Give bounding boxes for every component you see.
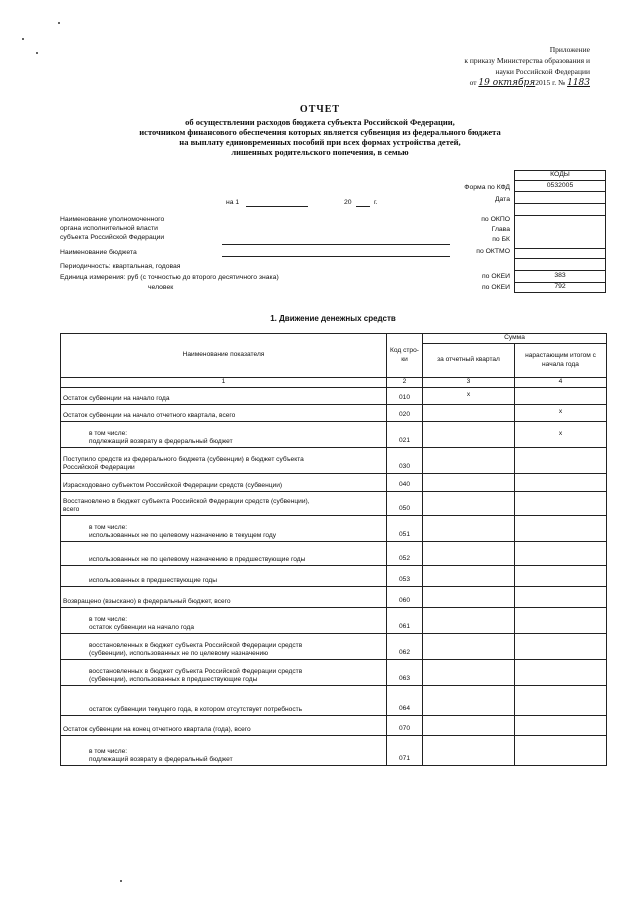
table-row [61,404,607,421]
row-label [61,491,387,515]
row-label [61,565,387,586]
row-label [61,473,387,491]
table-row [61,715,607,735]
row-code: 030 [387,447,423,473]
col-header-code: Код стро-ки [387,334,423,378]
handwritten-date: 19 октября [478,78,536,88]
quarter-value-cell[interactable] [423,565,515,586]
date-year-field[interactable] [356,206,370,207]
row-code: 040 [387,473,423,491]
quarter-value-cell[interactable] [423,515,515,541]
quarter-value-cell[interactable] [423,541,515,565]
appendix-line: науки Российской Федерации [495,67,590,76]
row-label [61,586,387,607]
row-code: 070 [387,715,423,735]
cumulative-value-cell[interactable] [515,541,607,565]
row-code: 064 [387,685,423,715]
row-label [61,607,387,633]
row-label-line: в том числе: [89,747,128,755]
col-number: 1 [61,378,387,388]
org-name-field[interactable] [222,244,450,245]
cumulative-value-cell[interactable] [515,447,607,473]
appendix-line: к приказу Министерства образования и [464,56,590,65]
row-code: 010 [387,387,423,404]
cumulative-value-cell[interactable] [515,633,607,659]
table-row [61,541,607,565]
okei-code-1: 383 [554,272,566,279]
row-label-line: Поступило средств из федерального бюджета (субвенции) в бюджет субъекта [63,455,304,463]
row-label-line: Восстановлено в бюджет субъекта Российской Федерации средств (субвенции), [63,497,310,505]
row-label-line: Остаток субвенции на начало года [63,395,170,402]
row-label-line: Остаток субвенции на начало отчетного квартала, всего [63,412,236,419]
row-label-line: использованных не по целевому назначению в предшествующие годы [89,556,306,563]
row-label-line: Остаток субвенции на конец отчетного квартала (года), всего [63,726,251,733]
form-label: Форма по КФД [464,184,510,191]
title-word: ОТЧЕТ [299,104,341,115]
row-label [61,421,387,447]
quarter-value-cell[interactable] [423,404,515,421]
row-label-line: использованных в предшествующие годы [89,577,218,584]
form-code: 0532005 [546,182,574,189]
quarter-value-cell[interactable] [423,491,515,515]
row-label-line: подлежащий возврату в федеральный бюджет [89,756,233,763]
col-header-quarter: за отчетный квартал [423,344,515,378]
title-line: лишенных родительского попечения, в семью [231,147,409,157]
quarter-value-cell[interactable] [423,735,515,765]
scan-speck [22,38,24,40]
budget-name-field[interactable] [222,256,450,257]
row-label [61,541,387,565]
quarter-value-cell[interactable]: x [423,387,515,404]
quarter-value-cell[interactable] [423,715,515,735]
row-code: 071 [387,735,423,765]
quarter-value-cell[interactable] [423,447,515,473]
row-code: 020 [387,404,423,421]
cumulative-value-cell[interactable]: x [515,404,607,421]
title-line: об осуществлении расходов бюджета субъекта Российской Федерации, [185,117,455,127]
row-code: 053 [387,565,423,586]
quarter-value-cell[interactable] [423,685,515,715]
cumulative-value-cell[interactable]: x [515,421,607,447]
row-label-line: Возвращено (взыскано) в федеральный бюджет, всего [63,598,231,605]
row-label-line: Российской Федерации [63,464,135,471]
periodicity: Периодичность: квартальная, годовая [60,263,181,270]
cumulative-value-cell[interactable] [515,735,607,765]
row-code: 021 [387,421,423,447]
cumulative-value-cell[interactable] [515,586,607,607]
table-row [61,659,607,685]
section-title: 1. Движение денежных средств [270,314,396,323]
title-line: на выплату единовременных пособий при всех формах устройства детей, [179,137,461,147]
cumulative-value-cell[interactable] [515,387,607,404]
cash-flow-table [60,333,607,766]
cumulative-value-cell[interactable] [515,685,607,715]
table-row [61,421,607,447]
date-day-field[interactable] [246,206,308,207]
row-label-line: восстановленных в бюджет субъекта Российской Федерации средств [89,667,303,675]
codes-header: КОДЫ [550,171,570,178]
okei-label-2: по ОКЕИ [481,284,510,291]
table-row [61,735,607,765]
row-label [61,447,387,473]
table-row [61,633,607,659]
table-row [61,607,607,633]
scan-speck [120,880,122,882]
row-code: 050 [387,491,423,515]
scan-speck [58,22,60,24]
quarter-value-cell[interactable] [423,633,515,659]
year-prefix: 20 [344,199,352,206]
appendix-line: Приложение [549,45,590,54]
cumulative-value-cell[interactable] [515,607,607,633]
row-label-line: остаток субвенции на начало года [89,624,195,631]
quarter-value-cell[interactable] [423,659,515,685]
row-label [61,633,387,659]
table-row [61,515,607,541]
row-code: 063 [387,659,423,685]
cumulative-value-cell[interactable] [515,715,607,735]
row-label [61,515,387,541]
row-label [61,659,387,685]
quarter-value-cell[interactable] [423,607,515,633]
row-code: 061 [387,607,423,633]
cumulative-value-cell[interactable] [515,515,607,541]
table-row [61,447,607,473]
glava-label: Глава [491,226,510,233]
row-label-line: Израсходовано субъектом Российской Федерации средств (субвенции) [63,482,283,489]
unit-line-2: человек [148,284,174,291]
row-label-line: (субвенции), использованных в предшествующие годы [89,676,258,683]
row-label-line: подлежащий возврату в федеральный бюджет [89,438,233,445]
bk-label: по БК [492,236,510,243]
okei-label-1: по ОКЕИ [481,273,510,280]
row-label-line: остаток субвенции текущего года, в котором отсутствует потребность [89,706,303,713]
col-header-name: Наименование показателя [61,334,387,378]
row-code: 051 [387,515,423,541]
table-row [61,473,607,491]
col-header-sum: Сумма [423,334,607,344]
quarter-value-cell[interactable] [423,473,515,491]
table-row [61,565,607,586]
row-label-line: в том числе: [89,615,128,623]
scan-speck [36,52,38,54]
row-code: 062 [387,633,423,659]
oktmo-label: по ОКТМО [476,248,510,255]
row-label-line: восстановленных в бюджет субъекта Российской Федерации средств [89,641,303,649]
row-label [61,735,387,765]
title-line: источником финансового обеспечения которых является субвенция из федерального бюджета [139,127,501,137]
handwritten-number: 1183 [567,78,590,88]
row-label [61,715,387,735]
quarter-value-cell[interactable] [423,421,515,447]
quarter-value-cell[interactable] [423,586,515,607]
row-label-line: всего [63,506,80,513]
row-label-line: использованных не по целевому назначению в текущем году [89,532,277,539]
table-row [61,387,607,404]
col-number: 3 [423,378,515,388]
row-label [61,387,387,404]
okei-code-2: 792 [554,283,566,290]
report-title [60,105,580,157]
cumulative-value-cell[interactable] [515,473,607,491]
col-number: 4 [515,378,607,388]
okpo-label: по ОКПО [481,216,510,223]
row-label-line: в том числе: [89,429,128,437]
row-code: 052 [387,541,423,565]
date-prefix: на 1 [226,199,240,206]
cumulative-value-cell[interactable] [515,565,607,586]
row-code: 060 [387,586,423,607]
col-number: 2 [387,378,423,388]
org-name-label: Наименование уполномоченного органа исполнительной власти субъекта Российской Федерации [60,216,165,241]
year-suffix: г. [374,199,378,206]
table-row [61,586,607,607]
cumulative-value-cell[interactable] [515,491,607,515]
col-header-cumulative: нарастающим итогом с начала года [515,344,607,378]
table-row [61,491,607,515]
row-label-line: (субвенции), использованных не по целевому назначению [89,650,269,657]
table-row [61,685,607,715]
date-label: Дата [494,196,510,203]
row-label-line: в том числе: [89,523,128,531]
row-label [61,404,387,421]
appendix-block [400,44,590,89]
unit-line-1: Единица измерения: руб (с точностью до второго десятичного знака) [60,274,279,281]
cumulative-value-cell[interactable] [515,659,607,685]
row-label [61,685,387,715]
budget-name-label: Наименование бюджета [60,249,137,256]
appendix-date-line: от 19 октября2015 г. № 1183 [469,78,590,88]
